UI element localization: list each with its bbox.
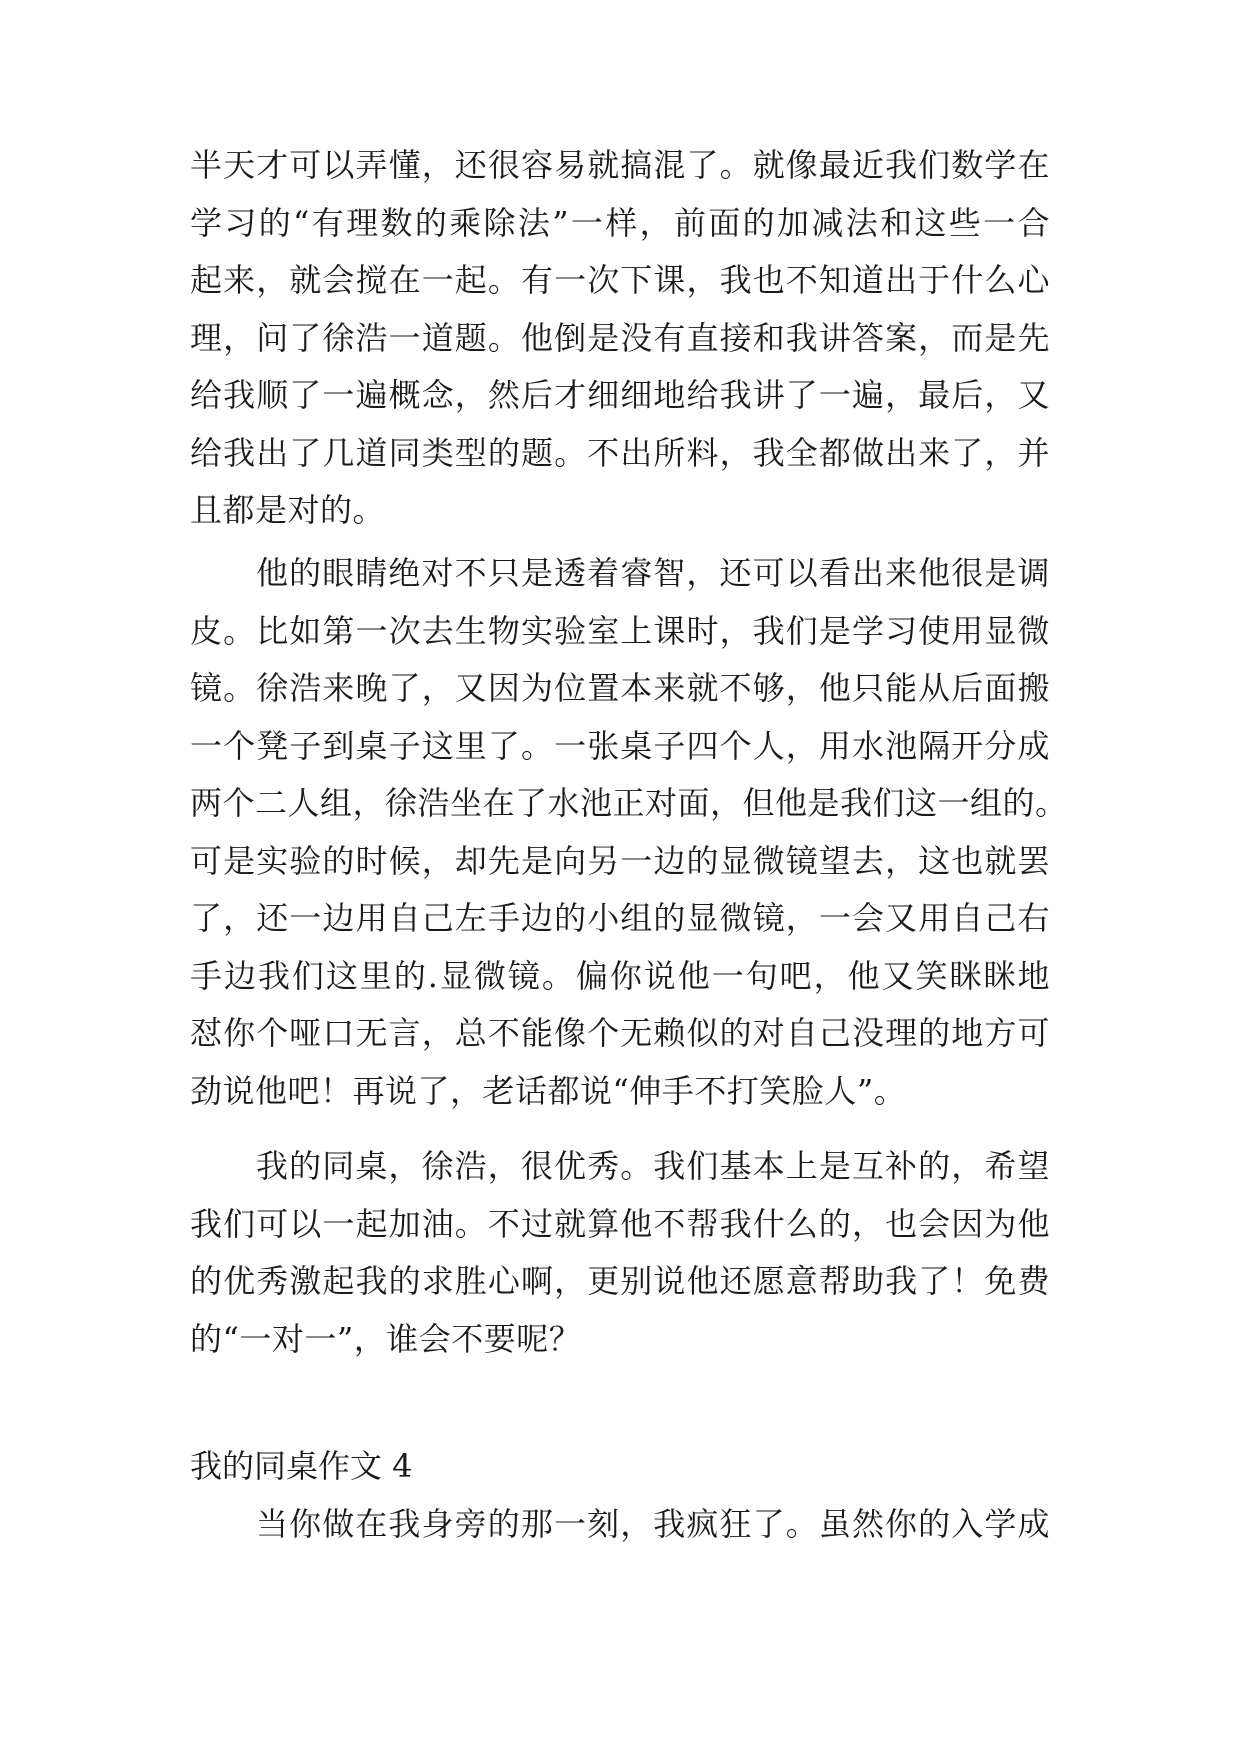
text-line: 怼你个哑口无言，总不能像个无赖似的对自己没理的地方可 xyxy=(190,1014,1050,1052)
text-line: 劲说他吧！再说了，老话都说“伸手不打笑脸人”。 xyxy=(190,1071,907,1110)
text-line: 镜。徐浩来晚了，又因为位置本来就不够，他只能从后面搬 xyxy=(190,669,1050,707)
text-line: 两个二人组，徐浩坐在了水池正对面，但他是我们这一组的。 xyxy=(190,784,1068,822)
text-line: 他的眼睛绝对不只是透着睿智，还可以看出来他很是调 xyxy=(256,554,1050,592)
paragraph-1 xyxy=(190,137,1050,540)
text-line: 可是实验的时候，却先是向另一边的显微镜望去，这也就罢 xyxy=(190,841,1050,880)
text-line: 半天才可以弄懂，还很容易就搞混了。就像最近我们数学在 xyxy=(190,146,1050,184)
text-line: 当你做在我身旁的那一刻，我疯狂了。虽然你的入学成 xyxy=(256,1505,1050,1543)
paragraph-3 xyxy=(190,1138,1050,1368)
text-line: 且都是对的。 xyxy=(190,491,386,529)
text-line: 我的同桌，徐浩，很优秀。我们基本上是互补的，希望 xyxy=(256,1147,1050,1185)
text-line: 学习的“有理数的乘除法”一样，前面的加减法和这些一合 xyxy=(190,203,1050,242)
text-line: 了，还一边用自己左手边的小组的显微镜，一会又用自己右 xyxy=(190,899,1050,937)
text-line: 一个凳子到桌子这里了。一张桌子四个人，用水池隔开分成 xyxy=(190,726,1050,765)
text-line: 手边我们这里的.显微镜。偏你说他一句吧，他又笑眯眯地 xyxy=(190,956,1050,995)
text-line: 给我出了几道同类型的题。不出所料，我全都做出来了，并 xyxy=(190,433,1050,472)
text-line: 给我顺了一遍概念，然后才细细地给我讲了一遍，最后，又 xyxy=(190,376,1050,414)
text-line: 我们可以一起加油。不过就算他不帮我什么的，也会因为他 xyxy=(190,1204,1050,1243)
text-line: 起来，就会搅在一起。有一次下课，我也不知道出于什么心 xyxy=(190,261,1050,299)
paragraph-2 xyxy=(190,545,1068,1120)
text-line: 的优秀激起我的求胜心啊，更别说他还愿意帮助我了！免费 xyxy=(190,1262,1050,1300)
section-heading: 我的同桌作文 4 xyxy=(190,1447,413,1485)
text-line: 皮。比如第一次去生物实验室上课时，我们是学习使用显微 xyxy=(190,611,1050,650)
text-line: 理，问了徐浩一道题。他倒是没有直接和我讲答案，而是先 xyxy=(190,318,1050,357)
text-line: 的“一对一”，谁会不要呢？ xyxy=(190,1319,582,1358)
paragraph-4 xyxy=(190,1496,1050,1554)
